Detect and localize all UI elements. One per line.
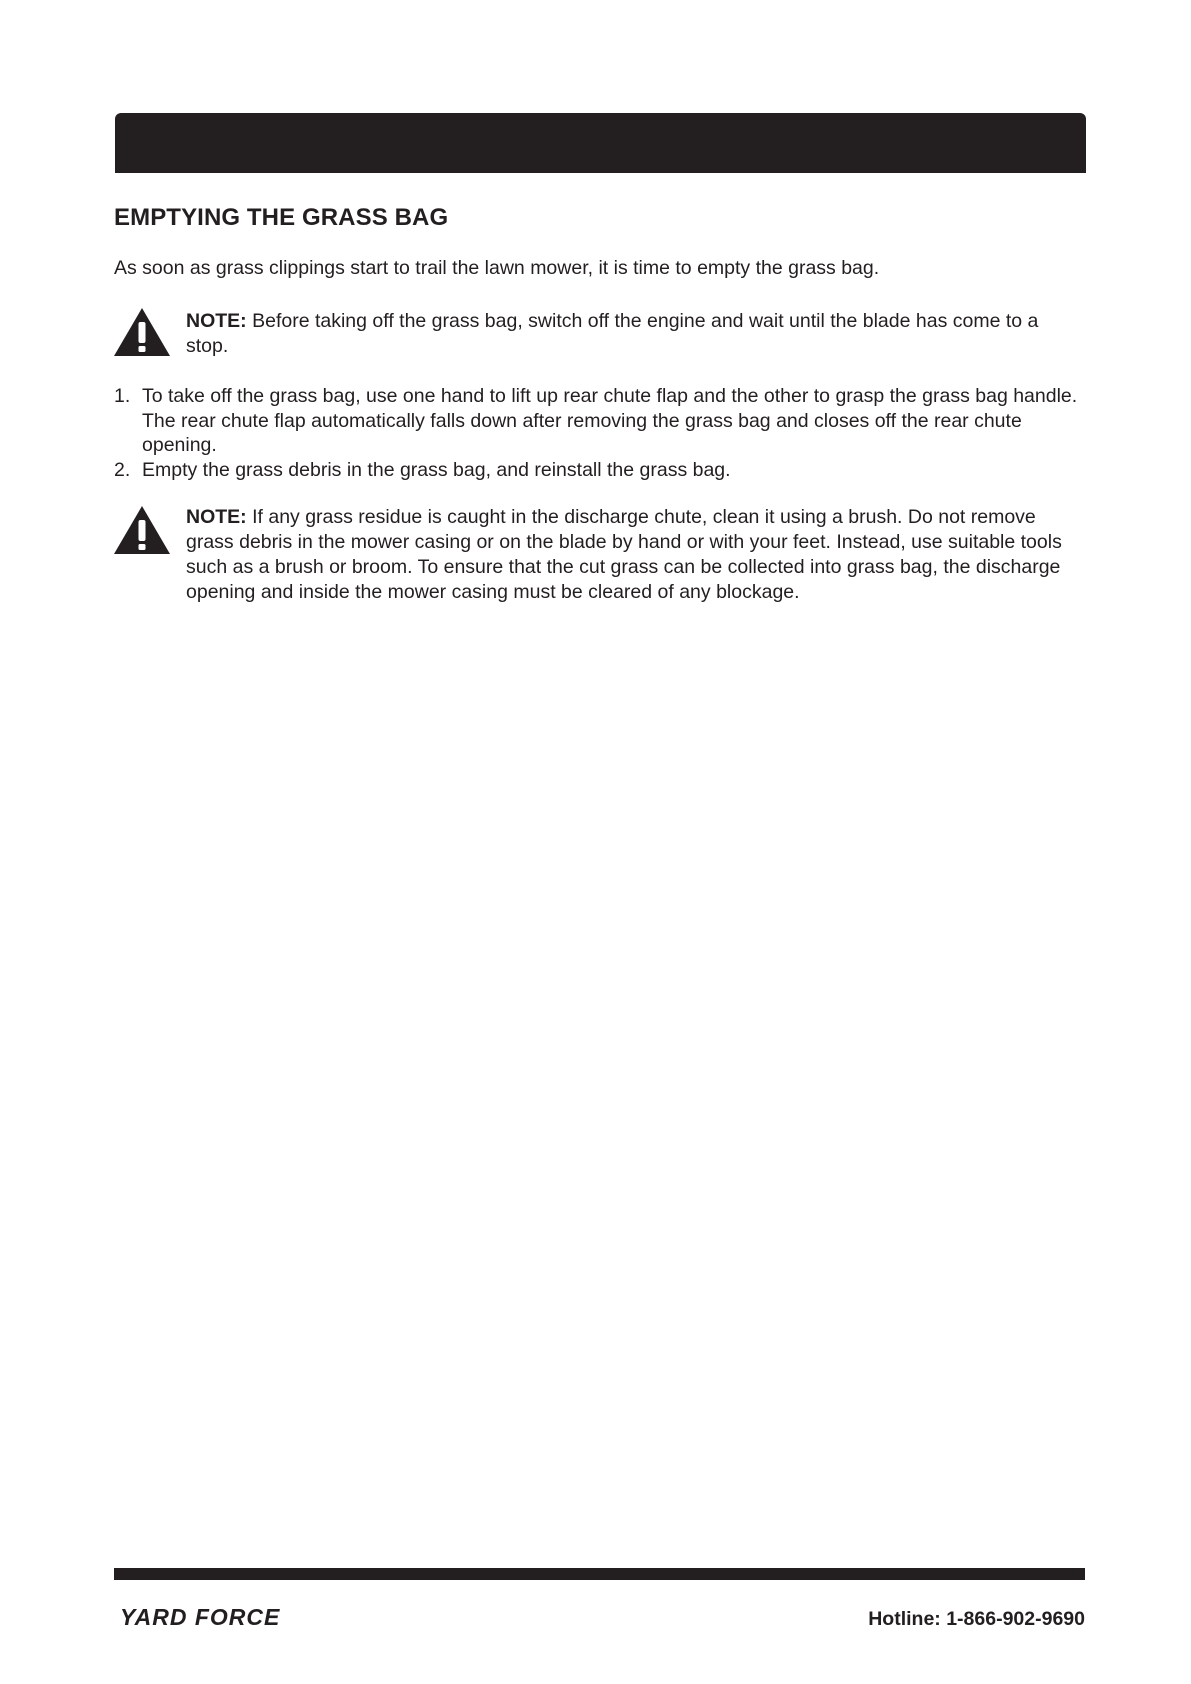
warning-triangle-icon	[113, 307, 171, 357]
note-engine-off	[186, 309, 1066, 359]
step-number: 2.	[114, 458, 131, 481]
note-text: If any grass residue is caught in the discharge chute, clean it using a brush. Do not remove grass debris in the mower casing or on the blade by hand or with your feet. Instead, use suitable tools such as a brush or broom. To ensure that the cut grass can be collected into grass bag, the discharge opening and inside the mower casing must be cleared of any blockage.	[186, 506, 1062, 603]
list-item	[114, 384, 1089, 458]
instruction-steps	[114, 384, 1089, 482]
intro-paragraph: As soon as grass clippings start to trail the lawn mower, it is time to empty the grass bag.	[114, 257, 880, 279]
header-bar	[115, 113, 1086, 173]
step-text: Empty the grass debris in the grass bag, and reinstall the grass bag.	[142, 458, 731, 481]
step-number: 1.	[114, 385, 131, 407]
note-label: NOTE:	[186, 310, 247, 332]
footer-rule	[114, 1568, 1085, 1580]
section-title: EMPTYING THE GRASS BAG	[114, 204, 449, 231]
note-text: Before taking off the grass bag, switch off the engine and wait until the blade has come to a stop.	[186, 310, 1039, 357]
warning-triangle-icon	[113, 505, 171, 555]
brand-logo: YARD FORCE	[120, 1604, 281, 1630]
note-label: NOTE:	[186, 506, 247, 528]
note-clean-chute	[186, 505, 1086, 605]
step-text: To take off the grass bag, use one hand to lift up rear chute flap and the other to grasp the grass bag handle. The rear chute flap automatically falls down after removing the grass bag and closes off the rear chute opening.	[142, 385, 1078, 456]
list-item	[114, 458, 1089, 483]
hotline-text: Hotline: 1-866-902-9690	[868, 1608, 1085, 1630]
